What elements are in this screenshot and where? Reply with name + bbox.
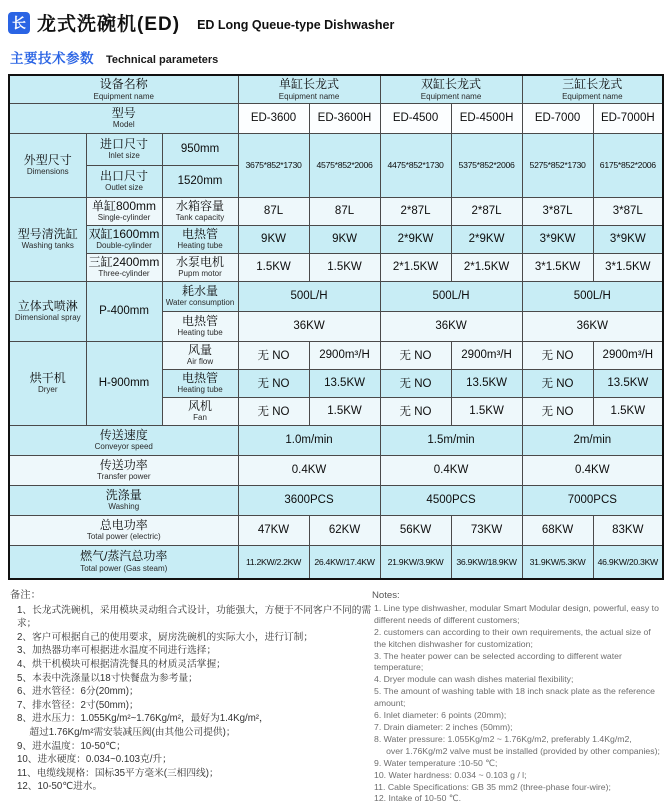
table-cell: 4575*852*2006 <box>309 133 380 197</box>
table-cell: 7000PCS <box>522 485 663 515</box>
table-cell: 无 NO <box>380 397 451 425</box>
cell-label-en: Three-cylinder <box>98 269 150 279</box>
table-cell: 68KW <box>522 515 593 545</box>
table-cell: ED-3600H <box>309 103 380 133</box>
table-cell: ED-4500H <box>451 103 522 133</box>
table-cell: 6175*852*2006 <box>593 133 663 197</box>
table-cell: 1.5KW <box>238 253 309 281</box>
table-cell: 1.5KW <box>309 253 380 281</box>
note-line: 2、客户可根据自己的使用要求，厨房洗碗机的实际大小，进行订制； <box>17 631 314 643</box>
table-cell <box>9 341 86 425</box>
table-cell: 3*87L <box>522 197 593 225</box>
table-cell: ED-7000 <box>522 103 593 133</box>
table-cell: H-900mm <box>86 341 162 425</box>
note-line: 2. customers can according to their own requirements, the actual size of the kitchen dishwasher for customization; <box>374 626 654 649</box>
note-line: 9、进水温度：10-50℃； <box>17 740 126 752</box>
cell-label-en: Equipment name <box>93 91 154 101</box>
notes-cn-label: 备注： <box>10 590 41 601</box>
cell-label-en: Fan <box>193 413 207 423</box>
table-cell: 56KW <box>380 515 451 545</box>
table-cell <box>9 425 238 455</box>
table-cell: 46.9KW/20.3KW <box>593 545 663 579</box>
table-cell: 无 NO <box>522 341 593 369</box>
table-cell <box>162 281 238 311</box>
table-cell <box>9 515 238 545</box>
cell-label-en: Equipment name <box>420 91 482 101</box>
cell-label-cn: 传送功率 <box>99 457 148 472</box>
cell-label-cn: 外型尺寸 <box>23 152 72 167</box>
table-cell: 3*1.5KW <box>522 253 593 281</box>
table-row <box>9 133 663 165</box>
cell-label-en: Heating tube <box>177 241 223 251</box>
table-cell: 36KW <box>522 311 663 341</box>
cell-label-cn: 进口尺寸 <box>99 136 148 151</box>
table-cell: 9KW <box>309 225 380 253</box>
table-cell: 1.5KW <box>309 397 380 425</box>
table-cell <box>9 485 238 515</box>
note-line: 1. Line type dishwasher, modular Smart Modular design, powerful, easy to different needs of different customers; <box>374 602 662 625</box>
note-line: 7、排水管径：2寸(50mm)； <box>17 699 139 711</box>
section-subtitle <box>0 36 669 74</box>
subtitle-en: Technical parameters <box>106 54 219 66</box>
table-row <box>9 425 663 455</box>
table-cell: 13.5KW <box>309 369 380 397</box>
table-cell <box>380 75 522 103</box>
table-cell: 21.9KW/3.9KW <box>380 545 451 579</box>
note-line: 6、进水管径：6分(20mm)； <box>17 686 139 698</box>
page-header <box>0 0 669 36</box>
cell-label-en: Heating tube <box>177 385 223 395</box>
table-cell: ED-7000H <box>593 103 663 133</box>
note-line: 4、烘干机模块可根据清洗餐具的材质灵活掌握； <box>17 658 226 670</box>
table-row <box>9 545 663 579</box>
note-line: 11. Cable Specifications: GB 35 mm2 (three-phase four-wire); <box>374 781 611 792</box>
table-cell: 2*87L <box>451 197 522 225</box>
spec-table-body <box>9 75 663 579</box>
cell-label-en: Equipment name <box>562 91 623 101</box>
table-cell: 无 NO <box>522 369 593 397</box>
cell-label-en: Double-cylinder <box>96 241 152 251</box>
note-line: 8. Water pressure: 1.055Kg/m2 ~ 1.76Kg/m2, preferably 1.4Kg/m2, <box>374 733 632 744</box>
table-cell: 无 NO <box>238 369 309 397</box>
table-row <box>9 75 663 103</box>
table-cell: 13.5KW <box>593 369 663 397</box>
table-cell <box>86 165 162 197</box>
table-cell: 2m/min <box>522 425 663 455</box>
table-cell <box>9 75 238 103</box>
table-cell: 2900m³/H <box>451 341 522 369</box>
table-cell: 无 NO <box>380 341 451 369</box>
note-line: 8、进水压力：1.055Kg/m²~1.76Kg/m²，最好为1.4Kg/m²， <box>17 713 269 725</box>
cell-label-cn: 水泵电机 <box>176 254 225 269</box>
table-row <box>9 455 663 485</box>
table-cell <box>162 253 238 281</box>
table-cell: 5275*852*1730 <box>522 133 593 197</box>
cell-label-cn: 双缸1600mm <box>88 226 160 241</box>
cell-label-cn: 立体式喷淋 <box>17 298 78 313</box>
cell-label-en: Model <box>112 120 135 130</box>
table-cell <box>9 545 238 579</box>
table-cell <box>162 225 238 253</box>
table-cell: 3675*852*1730 <box>238 133 309 197</box>
table-cell: 500L/H <box>380 281 522 311</box>
table-cell: 5375*852*2006 <box>451 133 522 197</box>
cell-label-cn: 燃气/蒸汽总功率 <box>80 549 168 564</box>
note-line: 12. Intake of 10-50 ℃. <box>374 793 462 804</box>
table-cell: 0.4KW <box>522 455 663 485</box>
page-title-cn: 龙式洗碗机(ED) <box>37 14 181 35</box>
note-line: 6. Inlet diameter: 6 points (20mm); <box>374 710 507 721</box>
cell-label-cn: 三缸长龙式 <box>562 76 623 91</box>
table-cell: 1.5KW <box>593 397 663 425</box>
table-cell: 4500PCS <box>380 485 522 515</box>
note-line: 3、加热器功率可根据进水温度不同进行选择； <box>17 645 217 657</box>
note-line: 11、电缆线规格：国标35平方毫米(三相四线)； <box>17 767 219 779</box>
cell-label-en: Conveyor speed <box>94 442 153 452</box>
table-cell <box>86 225 162 253</box>
note-line: 5、本表中洗涤量以18寸快餐盘为参考量； <box>17 672 198 684</box>
table-cell: 87L <box>309 197 380 225</box>
table-cell <box>162 369 238 397</box>
table-cell: 47KW <box>238 515 309 545</box>
notes-cn-list <box>10 604 372 794</box>
cell-label-en: Air flow <box>186 357 214 367</box>
table-row <box>9 515 663 545</box>
table-cell: 2*9KW <box>380 225 451 253</box>
table-row <box>9 281 663 311</box>
cell-label-en: Pupm motor <box>178 269 222 279</box>
cell-label-cn: 单缸长龙式 <box>279 76 340 91</box>
table-cell: 13.5KW <box>451 369 522 397</box>
page-title-en: ED Long Queue-type Dishwasher <box>197 18 395 32</box>
note-line: 1、长龙式洗碗机，采用模块灵动组合式设计，功能强大，方便于不同客户不同的需求； <box>17 604 372 630</box>
cell-label-cn: 设备名称 <box>99 76 148 91</box>
cell-label-en: Total power (Gas steam) <box>80 564 168 574</box>
table-cell: P-400mm <box>86 281 162 341</box>
table-cell: 3*87L <box>593 197 663 225</box>
table-row <box>9 485 663 515</box>
cell-label-en: Dimensions <box>26 167 69 177</box>
notes-en-list <box>372 603 665 805</box>
table-cell <box>86 133 162 165</box>
table-cell <box>9 197 86 281</box>
table-cell: ED-3600 <box>238 103 309 133</box>
cell-label-en: Heating tube <box>177 328 223 338</box>
cell-label-en: Dryer <box>37 385 58 395</box>
note-line: 9. Water temperature :10-50 ℃; <box>374 757 498 768</box>
cell-label-cn: 出口尺寸 <box>99 168 148 183</box>
cell-label-en: Transfer power <box>97 472 151 482</box>
cell-label-cn: 电热管 <box>182 226 219 241</box>
table-cell: 2*9KW <box>451 225 522 253</box>
table-row <box>9 341 663 369</box>
cell-label-en: Washing tanks <box>21 241 74 251</box>
table-cell: 2*87L <box>380 197 451 225</box>
table-cell <box>9 455 238 485</box>
table-cell: 950mm <box>162 133 238 165</box>
table-row <box>9 103 663 133</box>
table-cell: 无 NO <box>238 341 309 369</box>
notes-en <box>372 589 665 805</box>
cell-label-cn: 总电功率 <box>99 517 148 532</box>
cell-label-cn: 三缸2400mm <box>88 254 160 269</box>
cell-label-cn: 风机 <box>188 398 213 413</box>
table-cell: 2900m³/H <box>309 341 380 369</box>
note-line: 7. Drain diameter: 2 inches (50mm); <box>374 721 513 732</box>
cell-label-cn: 传送速度 <box>99 427 148 442</box>
table-cell <box>86 197 162 225</box>
table-cell <box>86 253 162 281</box>
cell-label-cn: 双缸长龙式 <box>421 76 482 91</box>
table-cell: 36.9KW/18.9KW <box>451 545 522 579</box>
table-cell: 36KW <box>238 311 380 341</box>
cell-label-en: Equipment name <box>278 91 340 101</box>
cell-label-cn: 电热管 <box>182 313 219 328</box>
cell-label-cn: 耗水量 <box>182 283 219 298</box>
cell-label-en: Inlet size <box>108 151 140 161</box>
cell-label-cn: 电热管 <box>182 370 219 385</box>
note-line: 4. Dryer module can wash dishes material flexibility; <box>374 674 574 685</box>
note-line: 12、10-50℃进水。 <box>17 781 103 793</box>
table-cell: 2*1.5KW <box>451 253 522 281</box>
table-cell <box>9 133 86 197</box>
table-row <box>9 197 663 225</box>
table-cell: 73KW <box>451 515 522 545</box>
cell-label-cn: 风量 <box>188 342 213 357</box>
table-cell: 3*9KW <box>593 225 663 253</box>
table-row <box>9 253 663 281</box>
note-line: 10. Water hardness: 0.034 ~ 0.103 g / l; <box>374 769 527 780</box>
cell-label-en: Water consumption <box>165 298 235 308</box>
table-cell: 36KW <box>380 311 522 341</box>
table-cell: 87L <box>238 197 309 225</box>
table-cell: 2900m³/H <box>593 341 663 369</box>
table-cell: 500L/H <box>522 281 663 311</box>
cell-label-en: Washing <box>108 502 140 512</box>
cell-label-cn: 型号 <box>111 105 136 120</box>
note-line: 5. The amount of washing table with 18 inch snack plate as the reference amount; <box>374 686 658 709</box>
table-cell: 4475*852*1730 <box>380 133 451 197</box>
cell-label-cn: 型号清洗缸 <box>17 226 78 241</box>
table-cell <box>162 341 238 369</box>
table-cell: 3*1.5KW <box>593 253 663 281</box>
table-cell: 0.4KW <box>380 455 522 485</box>
table-cell: 0.4KW <box>238 455 380 485</box>
table-cell: 1.5m/min <box>380 425 522 455</box>
table-cell: 1.0m/min <box>238 425 380 455</box>
table-cell: ED-4500 <box>380 103 451 133</box>
spec-table <box>8 74 664 580</box>
cell-label-cn: 单缸800mm <box>91 198 156 213</box>
table-cell <box>238 75 380 103</box>
table-row <box>9 225 663 253</box>
cell-label-en: Dimensional spray <box>14 313 81 323</box>
table-cell: 83KW <box>593 515 663 545</box>
note-line: 10、进水硬度：0.034~0.103克/升； <box>17 754 172 766</box>
table-cell <box>9 103 238 133</box>
cell-label-en: Tank capacity <box>175 213 225 223</box>
subtitle-cn: 主要技术参数 <box>10 51 94 66</box>
cell-label-en: Outlet size <box>105 183 143 193</box>
note-line: 3. The heater power can be selected according to different water temperature; <box>374 650 625 673</box>
notes-en-label: Notes: <box>372 590 400 601</box>
table-cell <box>162 197 238 225</box>
table-cell <box>9 281 86 341</box>
table-cell: 62KW <box>309 515 380 545</box>
table-cell: 3600PCS <box>238 485 380 515</box>
notes-section <box>0 580 669 805</box>
brand-logo-icon: 长 <box>8 12 30 34</box>
table-cell: 26.4KW/17.4KW <box>309 545 380 579</box>
table-cell: 无 NO <box>380 369 451 397</box>
notes-cn <box>10 589 372 794</box>
table-cell <box>162 397 238 425</box>
table-cell: 3*9KW <box>522 225 593 253</box>
table-cell: 1.5KW <box>451 397 522 425</box>
table-cell: 无 NO <box>238 397 309 425</box>
table-cell: 500L/H <box>238 281 380 311</box>
table-cell: 1520mm <box>162 165 238 197</box>
table-cell <box>162 311 238 341</box>
table-cell: 9KW <box>238 225 309 253</box>
cell-label-en: Single-cylinder <box>97 213 151 223</box>
table-cell: 31.9KW/5.3KW <box>522 545 593 579</box>
cell-label-cn: 洗涤量 <box>105 487 142 502</box>
note-line: over 1.76Kg/m2 valve must be installed (provided by other companies); <box>374 745 660 756</box>
cell-label-en: Total power (electric) <box>86 532 161 542</box>
cell-label-cn: 水箱容量 <box>176 198 225 213</box>
note-line: 超过1.76Kg/m²需安装减压阀(由其他公司提供)； <box>17 726 236 738</box>
table-cell: 11.2KW/2.2KW <box>238 545 309 579</box>
table-cell: 2*1.5KW <box>380 253 451 281</box>
cell-label-cn: 烘干机 <box>29 370 66 385</box>
table-cell <box>522 75 663 103</box>
table-cell: 无 NO <box>522 397 593 425</box>
